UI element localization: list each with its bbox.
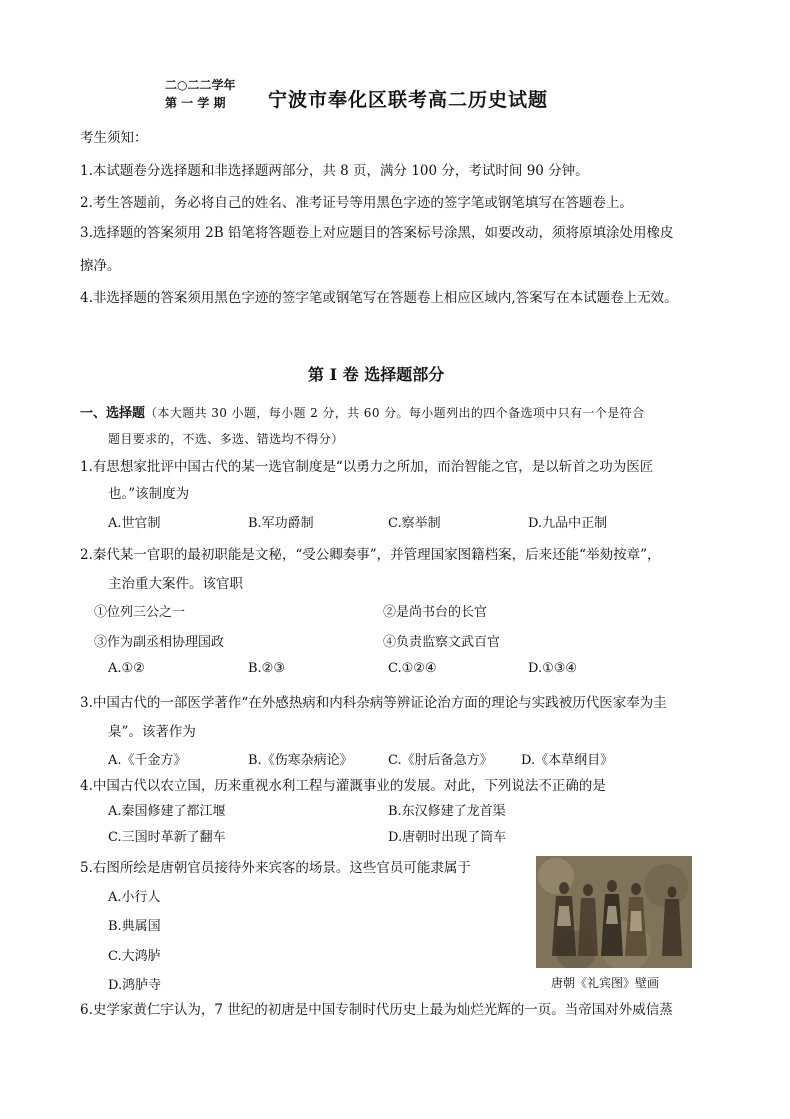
instruction-item: 4.非选择题的答案须用黑色字迹的签字笔或钢笔写在答题卷上相应区域内,答案写在本试题卷上无效。 [80,290,678,306]
question-3-option-b: B.《伤寒杂病论》 [248,753,353,768]
question-1-stem-cont: 也。”该制度为 [108,486,190,502]
part-desc-line2: 题目要求的，不选、多选、错选均不得分） [108,432,344,446]
question-3-stem: 3.中国古代的一部医学著作“在外感热病和内科杂病等辨证论治方面的理论与实践被历代医家奉为圭 [80,695,667,711]
question-4-stem: 4.中国古代以农立国，历来重视水利工程与灌溉事业的发展。对此，下列说法不正确的是 [80,778,606,794]
question-5-option-b: B.典属国 [108,919,161,934]
instruction-item: 2.考生答题前，务必将自己的姓名、准考证号等用黑色字迹的签字笔或钢笔填写在答题卷上。 [80,195,633,211]
exam-title: 宁波市奉化区联考高二历史试题 [268,89,549,111]
question-2-item-2: ②是尚书台的长官 [383,605,488,620]
question-5-stem: 5.右图所绘是唐朝官员接待外来宾客的场景。这些官员可能隶属于 [80,860,471,876]
question-2-item-4: ④负责监察文武百官 [383,635,501,650]
question-2-option-a: A.①② [108,661,145,676]
question-6-stem: 6.史学家黄仁宇认为，7 世纪的初唐是中国专制时代历史上最为灿烂光辉的一页。当帝国对外威信蒸 [80,1002,673,1018]
question-3-option-a: A.《千金方》 [108,753,187,768]
instruction-item: 1.本试题卷分选择题和非选择题两部分，共 8 页，满分 100 分，考试时间 90 分钟。 [80,163,589,179]
question-2-stem: 2.秦代某一官职的最初职能是文秘，“受公卿奏事”，并管理国家图籍档案，后来还能“举劾按章”， [80,547,661,563]
question-5-option-c: C.大鸿胪 [108,949,161,964]
question-5-option-d: D.鸿胪寺 [108,978,162,993]
question-1-option-a: A.世官制 [108,516,161,531]
part-label: 一、选择题 [80,406,146,421]
tang-mural-image [536,856,692,968]
question-3-option-c: C.《肘后备急方》 [388,753,493,768]
question-3-option-d: D.《本草纲目》 [521,753,614,768]
question-2-item-1: ①位列三公之一 [94,605,186,620]
instruction-item: 3.选择题的答案须用 2B 铅笔将答题卷上对应题目的答案标号涂黑，如要改动，须将原填涂处用橡皮 [80,225,674,241]
question-4-option-d: D.唐朝时出现了筒车 [388,830,507,845]
question-5-option-a: A.小行人 [108,890,161,905]
image-caption: 唐朝《礼宾图》壁画 [551,976,660,990]
question-1-stem: 1.有思想家批评中国古代的某一选官制度是“以勇力之所加，而治智能之官，是以斩首之功为医匠 [80,459,654,475]
question-4-option-b: B.东汉修建了龙首渠 [388,804,506,819]
term: 第 一 学 期 [165,96,226,110]
part-desc: （本大题共 30 小题，每小题 2 分，共 60 分。每小题列出的四个备选项中只有一个是符合 [145,406,645,420]
instructions-heading: 考生须知： [80,130,148,146]
question-1-option-d: D.九品中正制 [528,516,608,531]
section-title: 第 Ⅰ 卷 选择题部分 [308,365,445,384]
mural-illustration [536,856,692,968]
question-2-option-d: D.①③④ [528,661,578,676]
question-1-option-b: B.军功爵制 [248,516,314,531]
school-year: 二○二二学年 [165,78,236,92]
question-2-stem-cont: 主治重大案件。该官职 [108,576,243,592]
instruction-item: 擦净。 [80,258,121,274]
question-4-option-a: A.秦国修建了都江堰 [108,804,226,819]
question-4-option-c: C.三国时革新了翻车 [108,830,226,845]
question-2-item-3: ③作为副丞相协理国政 [94,635,225,650]
school-year-block [165,76,235,112]
question-2-option-b: B.②③ [248,661,285,676]
question-1-option-c: C.察举制 [388,516,441,531]
part-description [80,402,644,421]
question-2-option-c: C.①②④ [388,661,437,676]
question-3-stem-cont: 臬”。该著作为 [108,724,196,740]
